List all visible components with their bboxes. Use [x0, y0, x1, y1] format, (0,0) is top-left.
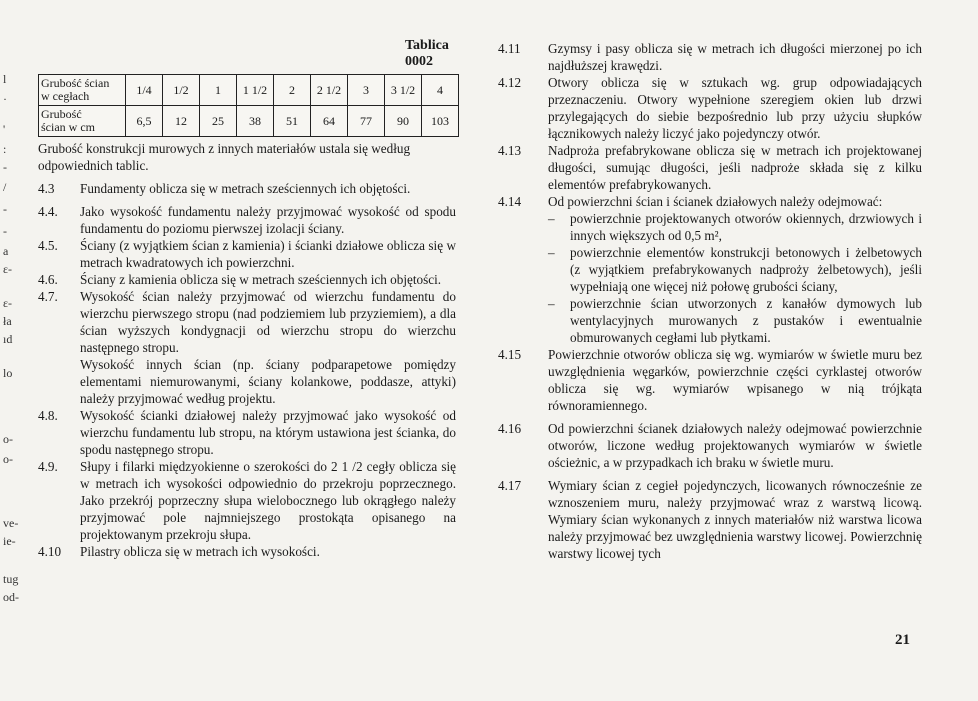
item-text: Fundamenty oblicza się w metrach sześciennych ich objętości.	[80, 181, 411, 196]
gutter-fragment: '	[3, 122, 6, 136]
table-cell: 25	[200, 106, 237, 137]
item-text: Nadproża prefabrykowane oblicza się w metrach ich projektowanej długości, sumując długości, jeśli nadproże składa się z kilku elementów prefabrykowanych.	[548, 143, 922, 192]
table-cell: 1/2	[163, 75, 200, 106]
table-row	[39, 106, 459, 137]
gutter-fragment: tug	[3, 572, 19, 586]
table-cell: 38	[237, 106, 274, 137]
list-item	[38, 543, 456, 560]
list-item	[38, 458, 456, 543]
item-number: 4.14	[498, 194, 522, 209]
table-cell: 2 1/2	[311, 75, 348, 106]
table-cell: 2	[274, 75, 311, 106]
list-item	[498, 142, 922, 193]
gutter-fragment: -	[3, 202, 7, 216]
right-text	[498, 40, 922, 562]
item-number: 4.15	[498, 347, 522, 362]
dash-item-text: powierzchnie ścian utworzonych z kanałów dymowych lub wentylacyjnych murowanych z pustaków i ewentualnie obmurowanych cegłami lub płytkami.	[570, 296, 922, 345]
dash-item-text: powierzchnie elementów konstrukcji betonowych i żelbetowych (z wyjątkiem prefabrykowanych nadproży żelbetowych), jeśli wypełniają one więcej niż połowę grubości ściany,	[570, 245, 922, 294]
gutter-fragment: ła	[3, 314, 12, 328]
table-cell: 12	[163, 106, 200, 137]
list-item	[38, 237, 456, 271]
gutter-fragment: /	[3, 180, 7, 194]
gutter-fragment: :	[3, 142, 7, 156]
item-text: Słupy i filarki międzyokienne o szerokości do 2 1 /2 cegły oblicza się w metrach ich wysokości odpowiednio do przekroju poprzecznego. Jako przekrój poprzeczny słupa wielobocznego lub okrągłego należy przyjmować pole najmniejszego prostokąta opisanego na projektowanym przekroju słupa.	[80, 459, 456, 542]
gutter-fragment: ɛ-	[3, 296, 13, 310]
item-number: 4.7.	[38, 289, 58, 304]
row-header-line: w cegłach	[41, 89, 90, 103]
gutter-fragments	[0, 0, 26, 701]
gutter-fragment: l	[3, 72, 7, 86]
table-cell: 64	[311, 106, 348, 137]
gutter-fragment: ıd	[3, 332, 13, 346]
item-text: Pilastry oblicza się w metrach ich wysokości.	[80, 544, 320, 559]
row-header-line: Grubość	[41, 107, 82, 121]
item-number: 4.6.	[38, 272, 58, 287]
table-cell: 3 1/2	[385, 75, 422, 106]
list-item	[498, 346, 922, 414]
item-text: Gzymsy i pasy oblicza się w metrach ich długości mierzonej po ich najdłuższej krawędzi.	[548, 41, 922, 73]
left-text	[38, 140, 456, 560]
wall-thickness-table	[38, 74, 459, 137]
list-item	[38, 271, 456, 288]
item-number: 4.17	[498, 478, 522, 493]
item-number: 4.16	[498, 421, 522, 436]
list-item	[498, 420, 922, 471]
dash-item-text: powierzchnie projektowanych otworów okiennych, drzwiowych i innych większych od 0,5 m²,	[570, 211, 922, 243]
list-item	[38, 288, 456, 407]
item-text: Otwory oblicza się w sztukach wg. grup odpowiadających przeznaczeniu. Otwory wypełnione szeregiem okien lub drzwi przylegających do siebie bezpośrednio lub przy użyciu słupków łącznikowych należy liczyć jako pojedynczy otwór.	[548, 75, 922, 141]
right-page	[490, 0, 930, 701]
item-number: 4.9.	[38, 459, 58, 474]
row-header	[39, 75, 126, 106]
item-number: 4.10	[38, 544, 62, 559]
row-header	[39, 106, 126, 137]
list-item	[38, 407, 456, 458]
table-cell: 1/4	[126, 75, 163, 106]
list-item	[498, 74, 922, 142]
item-text	[548, 193, 922, 346]
item-text: Od powierzchni ścianek działowych należy odejmować powierzchnie otworów, liczone według projektowanych wymiarów w świetle ościeżnic, a w przypadkach ich braku w świetle muru.	[548, 421, 922, 470]
gutter-fragment: ve-	[3, 516, 19, 530]
gutter-fragment: ·	[3, 92, 7, 106]
row-header-line: ścian w cm	[41, 120, 95, 134]
item-text-continuation: Wysokość innych ścian (np. ściany podparapetowe pomiędzy elementami niemurowanymi, ściany kolankowe, poddasze, attyki) należy przyjmować według projektu.	[80, 357, 456, 406]
list-item	[498, 40, 922, 74]
table-cell: 103	[422, 106, 459, 137]
item-number: 4.13	[498, 143, 522, 158]
item-text	[80, 288, 456, 407]
intro-paragraph: Grubość konstrukcji murowych z innych materiałów ustala się według odpowiednich tablic.	[38, 141, 411, 173]
item-number: 4.5.	[38, 238, 58, 253]
table-cell: 51	[274, 106, 311, 137]
item-text: Powierzchnie otworów oblicza się wg. wymiarów w świetle muru bez uwzględnienia węgarków, powierzchnie części cyrklastej otworów oblicza się wg. wymiarów wpisanego w nią trójkąta równoramiennego.	[548, 347, 922, 413]
dash-list-item: – powierzchnie ścian utworzonych z kanałów dymowych lub wentylacyjnych murowanych z pustaków i ewentualnie obmurowanych cegłami lub płytkami.	[548, 296, 922, 345]
left-page	[30, 0, 470, 701]
table-cell: 3	[348, 75, 385, 106]
table-row	[39, 75, 459, 106]
table-cell: 90	[385, 106, 422, 137]
table-cell: 77	[348, 106, 385, 137]
gutter-fragment: ie-	[3, 534, 16, 548]
dash-list-item: – powierzchnie elementów konstrukcji betonowych i żelbetowych (z wyjątkiem prefabrykowanych nadproży żelbetowych), jeśli wypełniają one więcej niż połowę grubości ściany,	[548, 245, 922, 294]
list-item	[498, 477, 922, 562]
item-text: Wysokość ścianki działowej należy przyjmować jako wysokość od wierzchu fundamentu lub stropu, na którym ustawiona jest ścianka, do spodu następnego stropu.	[80, 408, 456, 457]
table-cell: 4	[422, 75, 459, 106]
list-item	[38, 203, 456, 237]
item-number: 4.11	[498, 41, 521, 56]
item-number: 4.8.	[38, 408, 58, 423]
item-text: Wymiary ścian z cegieł pojedynczych, licowanych równocześnie ze wznoszeniem muru, należy przyjmować wraz z warstwą licową. Wymiary ścian wykonanych z innych materiałów niż warstwa licowa należy przyjmować bez uwzględnienia warstwy licowej. Powierzchnię warstwy licowej tych	[548, 478, 922, 561]
page-number: 21	[895, 632, 910, 648]
gutter-fragment: o-	[3, 452, 13, 466]
table-cell: 1	[200, 75, 237, 106]
list-item	[498, 193, 922, 346]
item-number: 4.12	[498, 75, 522, 90]
table-cell: 6,5	[126, 106, 163, 137]
row-header-line: Grubość ścian	[41, 76, 110, 90]
item-number: 4.4.	[38, 204, 58, 219]
item-text: Jako wysokość fundamentu należy przyjmować wysokość od spodu fundamentu do poziomu pierwszej izolacji ściany.	[80, 204, 456, 236]
list-item	[38, 180, 456, 197]
gutter-fragment: a	[3, 244, 9, 258]
item-text: Ściany (z wyjątkiem ścian z kamienia) i ścianki działowe oblicza się w metrach kwadratowych ich powierzchni.	[80, 238, 456, 270]
table-title: Tablica 0002	[405, 38, 449, 69]
item-text-main: Wysokość ścian należy przyjmować od wierzchu fundamentu do wierzchu pierwszego stropu (nad podziemiem lub przyziemiem), a dla ścian wyższych kondygnacji od wierzchu stropu do wierzchu następnego stropu.	[80, 289, 456, 355]
item-text: Ściany z kamienia oblicza się w metrach sześciennych ich objętości.	[80, 272, 442, 287]
gutter-fragment: -	[3, 160, 7, 174]
table-cell: 1 1/2	[237, 75, 274, 106]
item-number: 4.3	[38, 181, 55, 196]
gutter-fragment: lo	[3, 366, 13, 380]
gutter-fragment: od-	[3, 590, 19, 604]
gutter-fragment: -	[3, 224, 7, 238]
gutter-fragment: o-	[3, 432, 13, 446]
dash-list-item: – powierzchnie projektowanych otworów okiennych, drzwiowych i innych większych od 0,5 m²,	[548, 211, 922, 243]
item-text-main: Od powierzchni ścian i ścianek działowych należy odejmować:	[548, 194, 883, 209]
gutter-fragment: ɛ-	[3, 262, 13, 276]
